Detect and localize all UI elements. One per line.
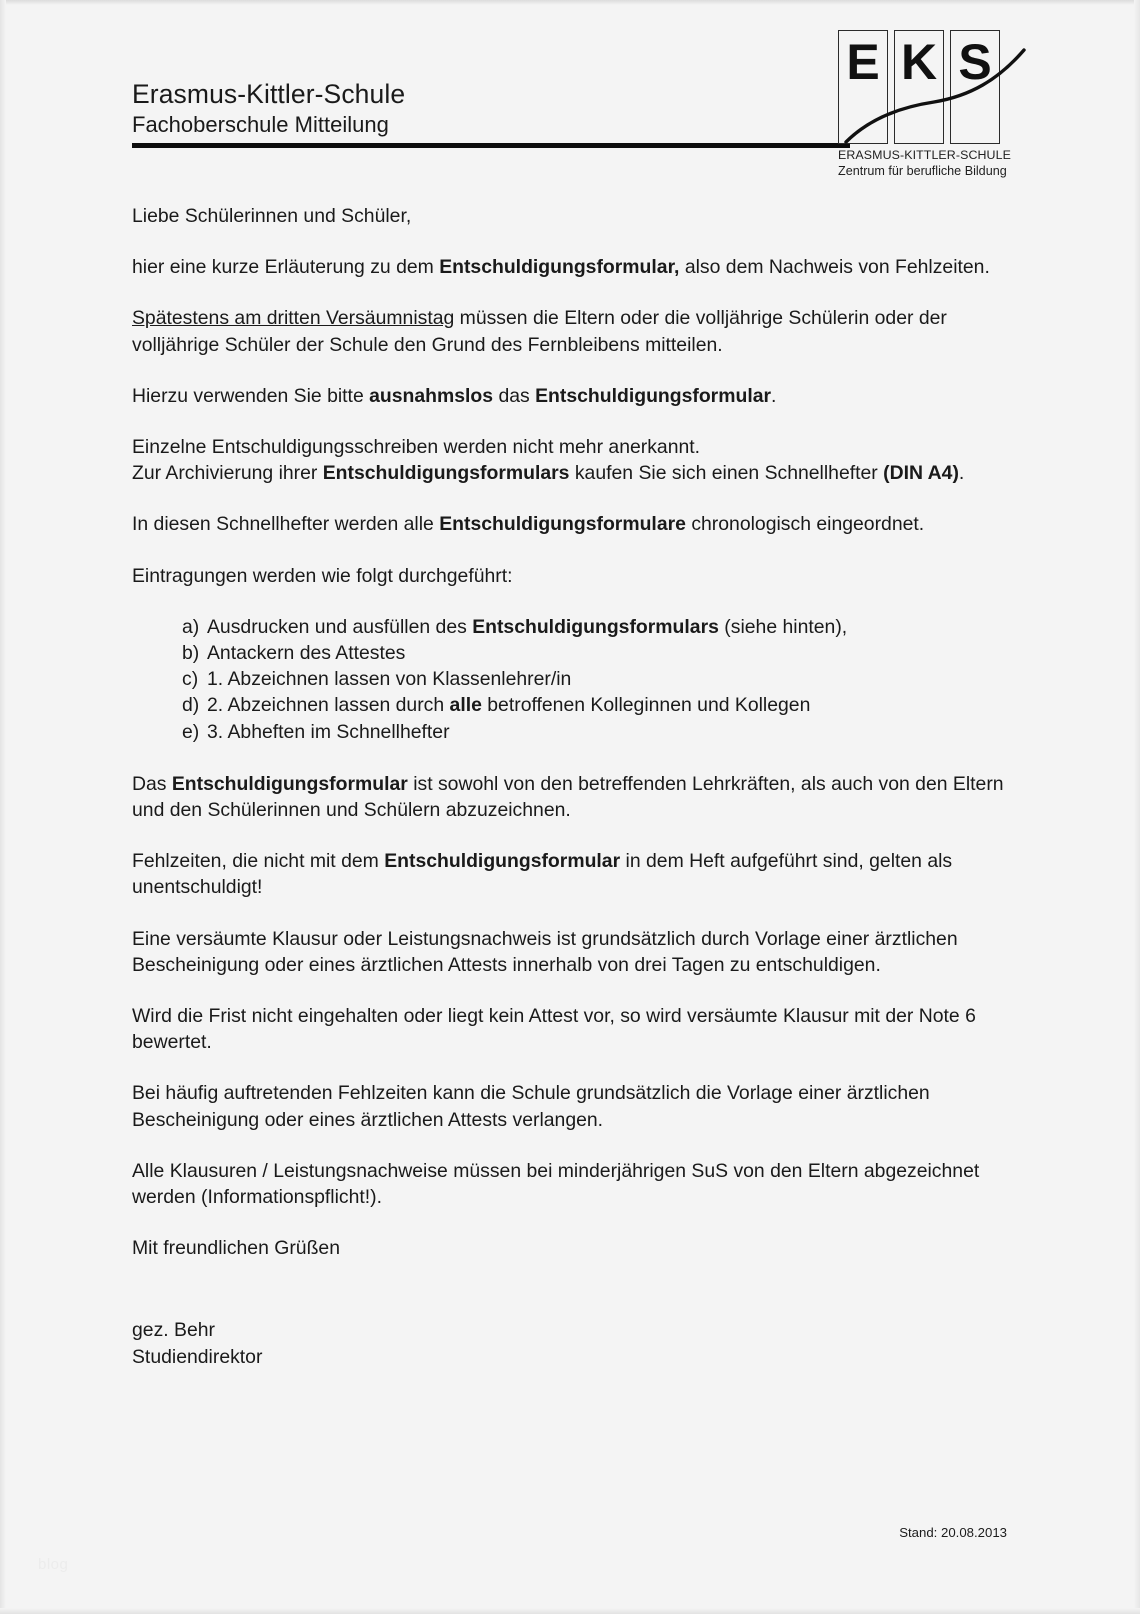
closing-text: Mit freundlichen Grüßen <box>132 1237 341 1260</box>
logo-mark <box>838 30 1006 144</box>
p6-text: Eintragungen werden wie folgt durchgeführt: <box>132 564 513 587</box>
step-text <box>207 614 1007 640</box>
p1-text-a: hier eine kurze Erläuterung zu dem <box>132 256 440 279</box>
step-text <box>207 692 1007 718</box>
p3-text-a: Hierzu verwenden Sie bitte <box>132 384 370 407</box>
p1-bold: Entschuldigungsformular, <box>439 256 680 279</box>
signature-name: gez. Behr <box>132 1319 215 1342</box>
step-text <box>207 640 1007 666</box>
step-text-a: 3. Abheften im Schnellhefter <box>207 720 450 743</box>
letterhead <box>132 78 852 148</box>
page-edge-top <box>0 0 1140 5</box>
school-name: Erasmus-Kittler-Schule <box>132 79 406 109</box>
p1-text-b: also dem Nachweis von Fehlzeiten. <box>679 256 990 279</box>
p4-text-c: . <box>958 462 965 485</box>
page-edge-left <box>0 0 6 1614</box>
logo-caption-secondary: Zentrum für berufliche Bildung <box>838 164 1007 178</box>
p4-line-1: Einzelne Entschuldigungsschreiben werden nicht mehr anerkannt. <box>132 436 701 459</box>
document-subtitle: Fachoberschule Mitteilung <box>132 112 389 137</box>
paragraph-steps-intro <box>132 563 1007 589</box>
letter-body <box>132 203 1007 1370</box>
list-item <box>132 640 1007 666</box>
paragraph-chronological <box>132 511 1007 537</box>
p5-text-a: In diesen Schnellhefter werden alle <box>132 513 440 536</box>
signature-block <box>132 1317 1007 1369</box>
p9-text: Eine versäumte Klausur oder Leistungsnachweis ist grundsätzlich durch Vorlage einer ärztlichen Bescheinigung oder eines ärztlichen Attests innerhalb von drei Tagen zu entschuldigen. <box>132 927 958 976</box>
step-text <box>207 719 1007 745</box>
step-marker: b) <box>182 642 200 665</box>
logo-caption-primary: ERASMUS-KITTLER-SCHULE <box>838 148 1011 162</box>
step-text-a: Ausdrucken und ausfüllen des <box>207 615 473 638</box>
step-text-a: Antackern des Attestes <box>207 642 406 665</box>
paragraph-archiving <box>132 434 1007 486</box>
logo-letter-s: S <box>958 34 992 90</box>
salutation-text: Liebe Schülerinnen und Schüler, <box>132 205 412 227</box>
step-marker: a) <box>182 615 200 638</box>
p4-bold-1: Entschuldigungsformulars <box>322 462 570 485</box>
steps-list <box>132 614 1007 745</box>
list-item <box>132 719 1007 745</box>
closing-greeting <box>132 1235 1007 1261</box>
date-stamp: Stand: 20.08.2013 <box>899 1525 1007 1540</box>
page-edge-bottom <box>0 1608 1140 1614</box>
p12-text: Alle Klausuren / Leistungsnachweise müssen bei minderjährigen SuS von den Eltern abgezeichnet werden (Informationspflicht!). <box>132 1159 980 1209</box>
step-marker: c) <box>182 668 199 691</box>
paragraph-intro <box>132 254 1007 280</box>
p8-bold: Entschuldigungsformular <box>384 850 621 873</box>
p3-text-c: . <box>771 384 777 407</box>
p8-text-b: in dem Heft aufgeführt sind, gelten als unentschuldigt! <box>132 850 953 899</box>
paragraph-signoff-required <box>132 771 1007 823</box>
list-item <box>132 614 1007 640</box>
step-bold: Entschuldigungsformulars <box>472 615 719 638</box>
signature-title: Studiendirektor <box>132 1345 263 1368</box>
p4-text-a: Zur Archivierung ihrer <box>132 462 323 485</box>
p5-bold: Entschuldigungsformulare <box>439 513 686 536</box>
step-marker: d) <box>182 694 200 717</box>
p4-bold-2: (DIN A4) <box>883 462 959 485</box>
p2-underline: Spätestens am dritten Versäumnistag <box>132 307 455 330</box>
school-logo <box>830 30 1012 190</box>
step-text <box>207 666 1007 692</box>
p10-text: Wird die Frist nicht eingehalten oder liegt kein Attest vor, so wird versäumte Klausur mit der Note 6 bewertet. <box>132 1005 976 1054</box>
logo-letter-k: K <box>900 34 938 90</box>
p11-text: Bei häufig auftretenden Fehlzeiten kann die Schule grundsätzlich die Vorlage einer ärztlichen Bescheinigung oder eines ärztlichen Attests verlangen. <box>132 1082 930 1131</box>
paragraph-use-form <box>132 383 1007 409</box>
header-divider-rule <box>132 143 850 148</box>
p7-text-b: ist sowohl von den betreffenden Lehrkräften, als auch von den Eltern und den Schülerinnen und Schülern abzuzeichnen. <box>132 772 1004 822</box>
list-item <box>132 692 1007 718</box>
step-text-a: 2. Abzeichnen lassen durch <box>207 694 450 717</box>
logo-letter-e: E <box>846 34 880 90</box>
p3-bold-1: ausnahmslos <box>369 384 494 407</box>
paragraph-frequent-absence <box>132 1080 1007 1132</box>
p8-text-a: Fehlzeiten, die nicht mit dem <box>132 850 385 873</box>
step-bold: alle <box>449 694 482 717</box>
page-edge-right <box>1134 0 1140 1614</box>
list-item <box>132 666 1007 692</box>
salutation <box>132 203 1007 229</box>
p4-text-b: kaufen Sie sich einen Schnellhefter <box>569 462 884 485</box>
p3-bold-2: Entschuldigungsformular <box>535 384 772 407</box>
step-text-b: betroffenen Kolleginnen und Kollegen <box>481 694 811 717</box>
p2-text: müssen die Eltern oder die volljährige Schülerin oder der volljährige Schüler der Schule den Grund des Fernbleibens mitteilen. <box>132 307 947 356</box>
step-text-b: (siehe hinten), <box>718 615 848 638</box>
watermark: blog <box>38 1556 69 1573</box>
p7-bold: Entschuldigungsformular <box>171 772 408 795</box>
paragraph-minors <box>132 1158 1007 1210</box>
paragraph-grade-six <box>132 1003 1007 1055</box>
paragraph-missed-exam <box>132 926 1007 978</box>
p7-text-a: Das <box>132 772 172 795</box>
paragraph-unexcused <box>132 848 1007 900</box>
p5-text-b: chronologisch eingeordnet. <box>685 513 925 536</box>
paragraph-deadline <box>132 305 1007 357</box>
p3-text-b: das <box>493 384 536 407</box>
step-marker: e) <box>182 720 200 743</box>
step-text-a: 1. Abzeichnen lassen von Klassenlehrer/in <box>207 668 572 691</box>
